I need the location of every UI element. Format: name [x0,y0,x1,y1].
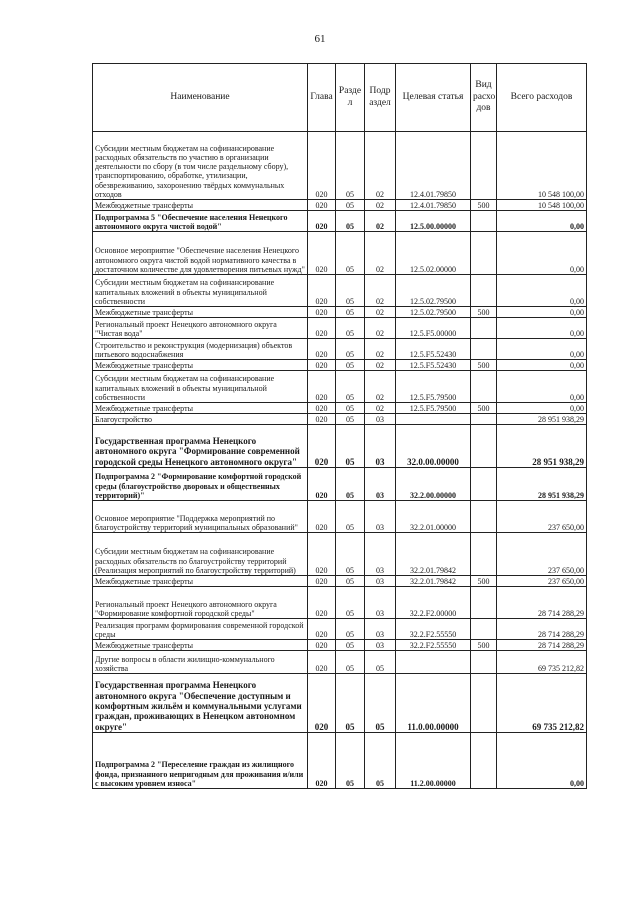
cell-target: 12.5.F5.79500 [396,403,471,414]
cell-podrazdel: 03 [365,468,396,501]
cell-glava: 020 [308,468,336,501]
cell-razdel: 05 [336,132,365,200]
cell-glava: 020 [308,576,336,587]
cell-name: Реализация программ формирования современной городской среды [93,619,308,640]
cell-podrazdel: 02 [365,211,396,232]
cell-name: Субсидии местным бюджетам на софинансирование капитальных вложений в объекты муниципальной собственности [93,275,308,307]
cell-glava: 020 [308,403,336,414]
cell-razdel: 05 [336,733,365,789]
cell-name: Государственная программа Ненецкого автономного округа "Обеспечение доступным и комфортным жильём и коммунальными услугами граждан, проживающих в Ненецком автономном округе" [93,674,308,733]
cell-vid [471,232,497,275]
header-name: Наименование [93,64,308,132]
cell-glava: 020 [308,371,336,403]
cell-podrazdel: 03 [365,619,396,640]
table-row [93,733,587,789]
cell-name: Межбюджетные трансферты [93,200,308,211]
cell-glava: 020 [308,232,336,275]
cell-vid [471,211,497,232]
table-header-row [93,64,587,132]
cell-razdel: 05 [336,200,365,211]
cell-glava: 020 [308,640,336,651]
cell-vid [471,468,497,501]
cell-vid: 500 [471,307,497,318]
cell-target: 12.5.F5.52430 [396,360,471,371]
cell-glava: 020 [308,733,336,789]
cell-podrazdel: 05 [365,733,396,789]
cell-glava: 020 [308,619,336,640]
cell-razdel: 05 [336,232,365,275]
cell-total: 28 714 288,29 [497,640,587,651]
page-number: 61 [314,33,326,45]
cell-total: 10 548 100,00 [497,132,587,200]
cell-target: 32.2.01.79842 [396,533,471,576]
table-row [93,501,587,533]
table-row [93,318,587,339]
cell-vid [471,339,497,360]
table-row [93,403,587,414]
cell-razdel: 05 [336,307,365,318]
cell-razdel: 05 [336,403,365,414]
cell-target: 32.2.F2.55550 [396,640,471,651]
cell-vid [471,414,497,425]
cell-name: Межбюджетные трансферты [93,360,308,371]
cell-target: 32.2.01.00000 [396,501,471,533]
cell-name: Подпрограмма 2 "Переселение граждан из жилищного фонда, признанного непригодным для проживания и/или с высоким уровнем износа" [93,733,308,789]
cell-glava: 020 [308,318,336,339]
header-razdel: Разде л [336,64,365,132]
cell-total: 0,00 [497,211,587,232]
cell-razdel: 05 [336,576,365,587]
table-row [93,533,587,576]
cell-name: Другие вопросы в области жилищно-коммунального хозяйства [93,651,308,674]
cell-total: 0,00 [497,733,587,789]
cell-glava: 020 [308,501,336,533]
cell-razdel: 05 [336,371,365,403]
cell-razdel: 05 [336,425,365,468]
cell-podrazdel: 05 [365,651,396,674]
cell-name: Межбюджетные трансферты [93,307,308,318]
cell-podrazdel: 02 [365,132,396,200]
budget-table [92,63,587,789]
cell-total: 69 735 212,82 [497,651,587,674]
cell-name: Межбюджетные трансферты [93,403,308,414]
cell-name: Межбюджетные трансферты [93,640,308,651]
table-row [93,640,587,651]
table-row [93,425,587,468]
cell-target: 32.2.F2.55550 [396,619,471,640]
cell-razdel: 05 [336,211,365,232]
cell-total: 0,00 [497,339,587,360]
header-target: Целевая статья [396,64,471,132]
cell-total: 28 951 938,29 [497,468,587,501]
cell-total: 28 951 938,29 [497,414,587,425]
cell-name: Благоустройство [93,414,308,425]
cell-vid [471,651,497,674]
cell-vid [471,619,497,640]
cell-glava: 020 [308,425,336,468]
cell-podrazdel: 02 [365,275,396,307]
cell-name: Основное мероприятие "Обеспечение населения Ненецкого автономного округа чистой водой нормативного качества в достаточном количестве для удовлетворения питьевых нужд" [93,232,308,275]
cell-podrazdel: 03 [365,576,396,587]
cell-name: Подпрограмма 5 "Обеспечение населения Ненецкого автономного округа чистой водой" [93,211,308,232]
cell-podrazdel: 03 [365,587,396,619]
cell-podrazdel: 03 [365,425,396,468]
table-row [93,576,587,587]
cell-name: Региональный проект Ненецкого автономного округа "Чистая вода" [93,318,308,339]
header-total: Всего расходов [497,64,587,132]
table-row [93,371,587,403]
cell-name: Государственная программа Ненецкого автономного округа "Формирование современной городской среды Ненецкого автономного округа" [93,425,308,468]
cell-vid [471,371,497,403]
cell-glava: 020 [308,360,336,371]
cell-total: 0,00 [497,360,587,371]
table-row [93,414,587,425]
cell-vid: 500 [471,640,497,651]
cell-vid: 500 [471,360,497,371]
cell-razdel: 05 [336,640,365,651]
cell-podrazdel: 03 [365,501,396,533]
cell-glava: 020 [308,275,336,307]
cell-name: Основное мероприятие "Поддержка мероприятий по благоустройству территорий муниципальных образований" [93,501,308,533]
cell-target: 32.2.01.79842 [396,576,471,587]
cell-podrazdel: 02 [365,360,396,371]
cell-razdel: 05 [336,674,365,733]
cell-razdel: 05 [336,533,365,576]
cell-razdel: 05 [336,619,365,640]
cell-glava: 020 [308,132,336,200]
cell-target: 12.5.02.00000 [396,232,471,275]
table-row [93,360,587,371]
cell-podrazdel: 02 [365,339,396,360]
cell-target: 32.2.F2.00000 [396,587,471,619]
cell-total: 10 548 100,00 [497,200,587,211]
cell-razdel: 05 [336,414,365,425]
cell-target: 11.0.00.00000 [396,674,471,733]
cell-name: Субсидии местным бюджетам на софинансирование капитальных вложений в объекты муниципальной собственности [93,371,308,403]
cell-vid [471,533,497,576]
cell-total: 28 714 288,29 [497,587,587,619]
table-row [93,232,587,275]
table-row [93,674,587,733]
cell-podrazdel: 02 [365,307,396,318]
cell-podrazdel: 02 [365,232,396,275]
table-row [93,132,587,200]
cell-vid [471,275,497,307]
cell-total: 69 735 212,82 [497,674,587,733]
cell-glava: 020 [308,533,336,576]
cell-razdel: 05 [336,339,365,360]
cell-podrazdel: 05 [365,674,396,733]
cell-vid [471,674,497,733]
table-row [93,619,587,640]
cell-target: 32.2.00.00000 [396,468,471,501]
cell-target: 12.5.02.79500 [396,275,471,307]
cell-vid [471,587,497,619]
cell-target: 11.2.00.00000 [396,733,471,789]
header-glava: Глава [308,64,336,132]
cell-glava: 020 [308,307,336,318]
cell-target: 12.5.02.79500 [396,307,471,318]
cell-vid [471,501,497,533]
header-podrazdel: Подр аздел [365,64,396,132]
table-row [93,200,587,211]
cell-name: Региональный проект Ненецкого автономного округа "Формирование комфортной городской среды" [93,587,308,619]
table-row [93,339,587,360]
cell-razdel: 05 [336,318,365,339]
cell-vid: 500 [471,576,497,587]
table-row [93,468,587,501]
cell-name: Строительство и реконструкция (модернизация) объектов питьевого водоснабжения [93,339,308,360]
cell-total: 0,00 [497,318,587,339]
cell-glava: 020 [308,339,336,360]
cell-podrazdel: 02 [365,318,396,339]
cell-podrazdel: 02 [365,200,396,211]
cell-total: 237 650,00 [497,576,587,587]
cell-vid [471,132,497,200]
cell-podrazdel: 03 [365,414,396,425]
cell-target: 12.5.00.00000 [396,211,471,232]
cell-target: 32.0.00.00000 [396,425,471,468]
cell-vid [471,318,497,339]
cell-total: 0,00 [497,403,587,414]
cell-name: Субсидии местным бюджетам на софинансирование расходных обязательств по благоустройству территорий (Реализация мероприятий по благоустройству территорий) [93,533,308,576]
cell-total: 0,00 [497,275,587,307]
cell-podrazdel: 02 [365,403,396,414]
cell-total: 28 714 288,29 [497,619,587,640]
cell-glava: 020 [308,651,336,674]
cell-glava: 020 [308,200,336,211]
cell-total: 0,00 [497,371,587,403]
cell-razdel: 05 [336,360,365,371]
cell-razdel: 05 [336,275,365,307]
cell-target [396,651,471,674]
table-row [93,307,587,318]
cell-target: 12.5.F5.00000 [396,318,471,339]
cell-target: 12.5.F5.79500 [396,371,471,403]
table-row [93,211,587,232]
cell-target: 12.4.01.79850 [396,132,471,200]
cell-name: Подпрограмма 2 "Формирование комфортной городской среды (благоустройство дворовых и общественных территорий)" [93,468,308,501]
cell-total: 0,00 [497,307,587,318]
cell-total: 0,00 [497,232,587,275]
cell-podrazdel: 03 [365,533,396,576]
cell-target: 12.5.F5.52430 [396,339,471,360]
cell-name: Межбюджетные трансферты [93,576,308,587]
cell-vid [471,733,497,789]
cell-name: Субсидии местным бюджетам на софинансирование расходных обязательств по участию в организации деятельности по сбору (в том числе раздельному сбору), транспортированию, обработке, утилизации, обезвреживанию, захоронению твёрдых коммунальных отходов [93,132,308,200]
table-row [93,275,587,307]
cell-podrazdel: 02 [365,371,396,403]
table-row [93,651,587,674]
cell-target: 12.4.01.79850 [396,200,471,211]
cell-razdel: 05 [336,501,365,533]
cell-glava: 020 [308,674,336,733]
table-row [93,587,587,619]
cell-total: 28 951 938,29 [497,425,587,468]
cell-vid: 500 [471,403,497,414]
cell-total: 237 650,00 [497,501,587,533]
cell-vid [471,425,497,468]
cell-razdel: 05 [336,468,365,501]
cell-razdel: 05 [336,651,365,674]
cell-vid: 500 [471,200,497,211]
cell-razdel: 05 [336,587,365,619]
cell-total: 237 650,00 [497,533,587,576]
cell-glava: 020 [308,211,336,232]
cell-target [396,414,471,425]
cell-podrazdel: 03 [365,640,396,651]
cell-glava: 020 [308,587,336,619]
cell-glava: 020 [308,414,336,425]
header-vid: Вид расхо дов [471,64,497,132]
